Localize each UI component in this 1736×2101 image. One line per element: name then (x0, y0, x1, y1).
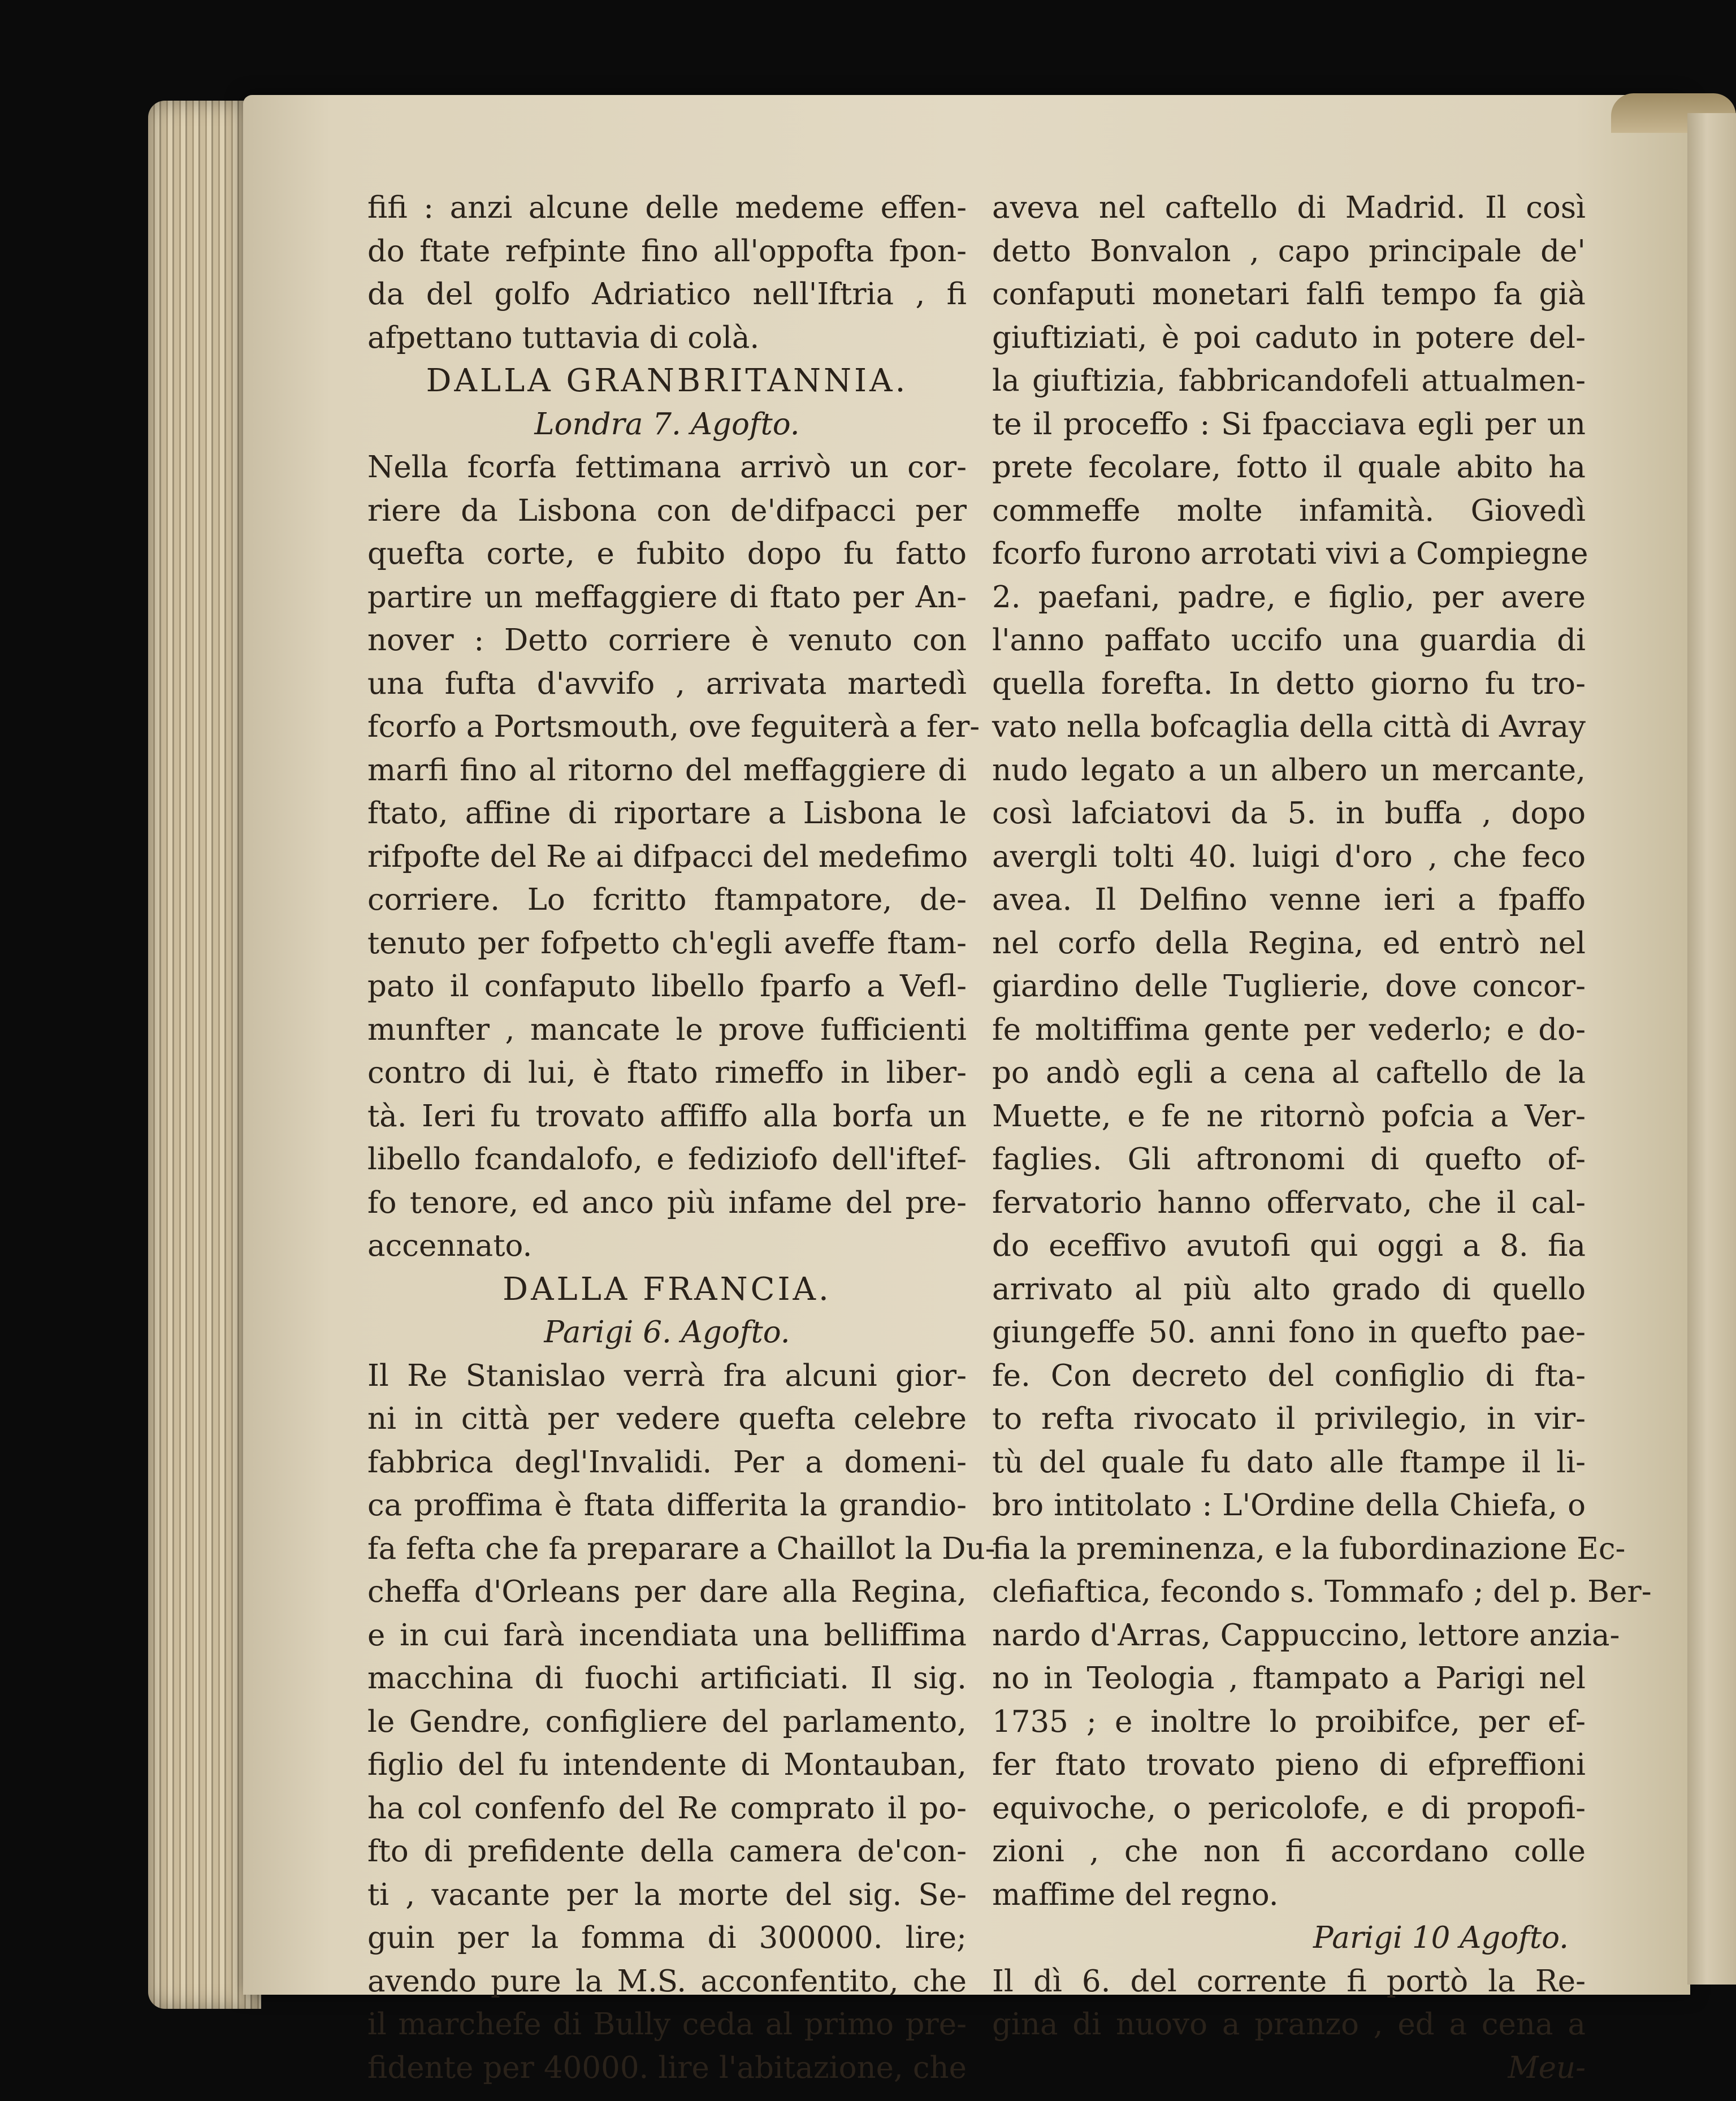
text-line: macchina di fuochi artificiati. Il sig. (367, 1661, 967, 1696)
text-line: fe moltiffima gente per vederlo; e do- (992, 1012, 1586, 1047)
text-line: rifpofte del Re ai difpacci del medefimo (367, 839, 968, 874)
text-line: po andò egli a cena al caftello de la (992, 1056, 1586, 1090)
text-line: avergli tolti 40. luigi d'oro , che feco (992, 839, 1586, 874)
text-line: do ftate refpinte fino all'oppofta fpon- (367, 234, 967, 269)
text-line: ha col confenfo del Re comprato il po- (367, 1791, 967, 1826)
text-line: nel corfo della Regina, ed entrò nel (992, 926, 1586, 961)
text-line: vato nella bofcaglia della città di Avray (992, 710, 1586, 744)
text-line: clefiaftica, fecondo s. Tommafo ; del p. Ber- (992, 1575, 1652, 1609)
text-line: pato il confaputo libello fparfo a Vefl- (367, 969, 967, 1004)
text-line: accennato. (367, 1229, 533, 1263)
text-line: afpettano tuttavia di colà. (367, 320, 760, 355)
text-line: figlio del fu intendente di Montauban, (367, 1748, 967, 1782)
section-heading: DALLA GRANBRITANNIA. (426, 362, 908, 399)
text-line: fia la preminenza, e la fubordinazione Ec- (992, 1531, 1626, 1566)
catchword: Meu- (1508, 2050, 1586, 2085)
right-column (992, 187, 1652, 2090)
text-line: Il Re Stanislao verrà fra alcuni gior- (367, 1358, 967, 1393)
text-line: da del golfo Adriatico nell'Iftria , fi (367, 277, 967, 312)
text-line: fabbrica degl'Invalidi. Per a domeni- (367, 1445, 967, 1480)
text-line: te il proceffo : Si fpacciava egli per un (992, 407, 1586, 442)
text-line: ti , vacante per la morte del sig. Se- (367, 1877, 967, 1912)
text-line: fa fefta che fa preparare a Chaillot la Du- (367, 1531, 995, 1566)
text-line: così lafciatovi da 5. in buffa , dopo (992, 796, 1586, 831)
text-line: fo tenore, ed anco più infame del pre- (367, 1185, 967, 1220)
text-line: fe. Con decreto del configlio di fta- (992, 1358, 1586, 1393)
text-line: confaputi monetari falfi tempo fa già (992, 277, 1586, 312)
text-line: partire un meffaggiere di ftato per An- (367, 580, 967, 615)
text-line: tà. Ieri fu trovato affiffo alla borfa un (367, 1099, 967, 1134)
text-line: fer ftato trovato pieno di efpreffioni (992, 1748, 1586, 1782)
text-line: il marchefe di Bully ceda al primo pre- (367, 2007, 967, 2042)
text-line: tenuto per fofpetto ch'egli aveffe ftam- (367, 926, 967, 961)
text-line: avendo pure la M.S. acconfentito, che (367, 1964, 967, 1999)
text-line: cheffa d'Orleans per dare alla Regina, (367, 1575, 967, 1609)
text-line: do eceffivo avutofi qui oggi a 8. fia (992, 1229, 1586, 1263)
text-line: nudo legato a un albero un mercante, (992, 753, 1586, 788)
text-line: contro di lui, è ftato rimeffo in liber- (367, 1056, 967, 1090)
text-line: faglies. Gli aftronomi di quefto of- (992, 1142, 1586, 1177)
text-line: corriere. Lo fcritto ftampatore, de- (367, 883, 967, 917)
text-line: ca proffima è ftata differita la grandio- (367, 1488, 967, 1523)
text-line: giuftiziati, è poi caduto in potere del- (992, 320, 1586, 355)
text-line: libello fcandalofo, e fediziofo dell'iftef- (367, 1142, 967, 1177)
text-line: le Gendre, configliere del parlamento, (367, 1704, 967, 1739)
text-line: avea. Il Delfino venne ieri a fpaffo (992, 883, 1586, 917)
text-line: la giuftizia, fabbricandofeli attualmen- (992, 364, 1586, 398)
text-line: zioni , che non fi accordano colle (992, 1834, 1586, 1869)
page-gutter (1687, 113, 1736, 1985)
text-line: commeffe molte infamità. Giovedì (992, 493, 1586, 528)
text-line: munfter , mancate le prove fufficienti (367, 1012, 967, 1047)
text-line: Nella fcorfa fettimana arrivò un cor- (367, 450, 967, 485)
text-line: riere da Lisbona con de'difpacci per (367, 493, 967, 528)
text-line: detto Bonvalon , capo principale de' (992, 234, 1586, 269)
text-line: marfi fino al ritorno del meffaggiere di (367, 753, 967, 788)
text-line: una fufta d'avvifo , arrivata martedì (367, 666, 967, 701)
text-line: giungeffe 50. anni fono in quefto pae- (992, 1315, 1586, 1350)
text-line: fervatorio hanno offervato, che il cal- (992, 1185, 1586, 1220)
text-line: nardo d'Arras, Cappuccino, lettore anzia- (992, 1618, 1620, 1653)
text-line: ni in città per vedere quefta celebre (367, 1402, 967, 1436)
text-line: maffime del regno. (992, 1877, 1279, 1912)
text-line: e in cui farà incendiata una belliffima (367, 1618, 967, 1653)
text-line: quefta corte, e fubito dopo fu fatto (367, 537, 967, 571)
text-line: guin per la fomma di 300000. lire; (367, 1921, 967, 1955)
text-line: prete fecolare, fotto il quale abito ha (992, 450, 1586, 485)
text-line: fcorfo a Portsmouth, ove feguiterà a fer- (367, 710, 980, 744)
text-line: giardino delle Tuglierie, dove concor- (992, 969, 1586, 1004)
text-line: bro intitolato : L'Ordine della Chiefa, o (992, 1488, 1586, 1523)
left-column (367, 187, 995, 2090)
text-line: fifi : anzi alcune delle medeme effen- (367, 191, 967, 225)
dateline: Parigi 10 Agofto. (1313, 1921, 1569, 1955)
text-line: gina di nuovo a pranzo , ed a cena a (992, 2007, 1586, 2042)
text-line: Muette, e fe ne ritornò pofcia a Ver- (992, 1099, 1586, 1134)
text-line: fto di prefidente della camera de'con- (367, 1834, 967, 1869)
dateline: Londra 7. Agofto. (534, 407, 800, 442)
text-line: tù del quale fu dato alle ftampe il li- (992, 1445, 1586, 1480)
text-line: no in Teologia , ftampato a Parigi nel (992, 1661, 1586, 1696)
text-line: aveva nel caftello di Madrid. Il così (992, 191, 1586, 225)
text-line: fidente per 40000. lire l'abitazione, che (367, 2050, 967, 2085)
text-line: equivoche, o pericolofe, e di propofi- (992, 1791, 1586, 1826)
text-line: arrivato al più alto grado di quello (992, 1272, 1586, 1307)
text-line: ftato, affine di riportare a Lisbona le (367, 796, 967, 831)
text-line: quella forefta. In detto giorno fu tro- (992, 666, 1586, 701)
text-line: 2. paefani, padre, e figlio, per avere (992, 580, 1586, 615)
section-heading: DALLA FRANCIA. (503, 1270, 832, 1308)
text-line: Il dì 6. del corrente fi portò la Re- (992, 1964, 1586, 1999)
text-line: nover : Detto corriere è venuto con (367, 623, 967, 658)
text-line: fcorfo furono arrotati vivi a Compiegne (992, 537, 1588, 571)
text-line: l'anno paffato uccifo una guardia di (992, 623, 1586, 658)
text-line: to refta rivocato il privilegio, in vir- (992, 1402, 1586, 1436)
text-line: 1735 ; e inoltre lo proibifce, per ef- (992, 1704, 1586, 1739)
dateline: Parigi 6. Agofto. (544, 1315, 790, 1350)
